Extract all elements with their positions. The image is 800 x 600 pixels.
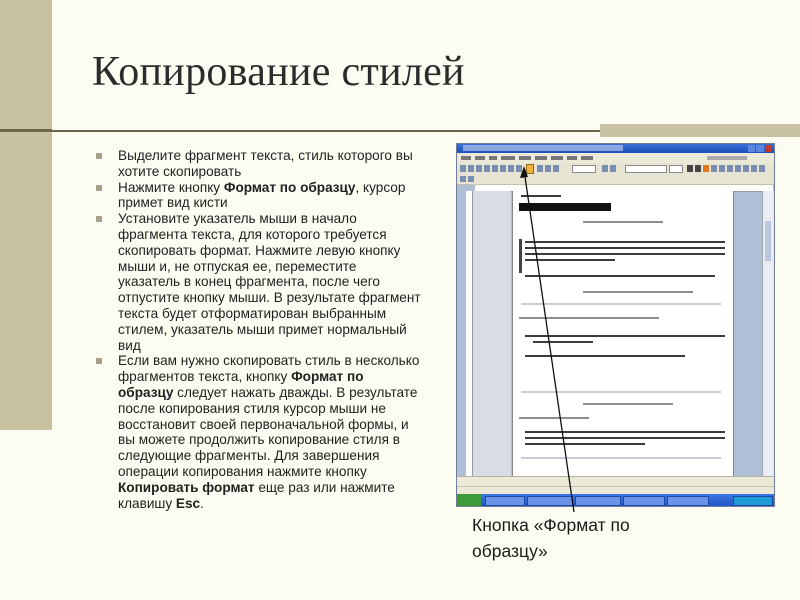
bullet-item [92,211,422,353]
vertical-scrollbar [762,191,774,476]
bullet-emphasis: Esc [175,495,201,511]
bullet-square-icon [96,185,102,191]
window-title-bar [457,144,774,153]
bullet-square-icon [96,216,102,222]
formatting-toolbar [457,174,774,185]
bullet-text: . [200,495,204,511]
bullet-text: Если вам нужно скопировать стиль в несколько фрагментов текста, кнопку [118,353,420,385]
bullet-text: еще раз или нажмите клавишу [118,479,395,511]
bullet-item [92,148,422,180]
decorative-side-block [0,0,52,430]
vertical-ruler [466,191,473,476]
decorative-rule-left [0,129,52,132]
bullet-text: Установите указатель мыши в начало фрагмента текста, для которого требуется скопировать формат. Нажмите левую кнопку мыши и, не отпуская ее, переместите указатель в конец фрагмента, после чего отпустите кнопку мыши. В результате фрагмент текста будет отформатирован выбранным стилем, указатель мыши примет нормальный вид [118,211,421,353]
bullet-text: Выделите фрагмент текста, стиль которого вы хотите скопировать [118,148,413,179]
bullet-emphasis: Формат по образцу [118,369,364,400]
bullet-emphasis: Формат по образцу [223,179,356,195]
windows-taskbar [457,494,774,506]
bullet-text: , курсор примет вид кисти [118,179,406,211]
bullet-text: Нажмите кнопку [118,179,224,195]
start-button [457,494,481,506]
format-painter-icon [526,164,534,174]
document-page [512,191,734,476]
bullet-square-icon [96,358,102,364]
slide-title: Копирование стилей [92,49,465,95]
word-screenshot [456,143,775,507]
figure-caption: Кнопка «Формат по образцу» [472,515,630,561]
bullet-text: следует нажать дважды. В результате после копирования стиля курсор мыши не восстановит своей первоначальной формы, и вы можете продолжить копирование стиля в следующие фрагменты. Для завершения операции копирования нажмите кнопку [118,384,418,479]
title-underline-rule [52,130,600,132]
bullet-emphasis: Копировать формат [118,479,255,495]
bullet-item [92,353,422,511]
bullet-square-icon [96,153,102,159]
bullet-item [92,180,422,212]
bullet-list [92,148,422,511]
decorative-rule-right [600,124,800,137]
